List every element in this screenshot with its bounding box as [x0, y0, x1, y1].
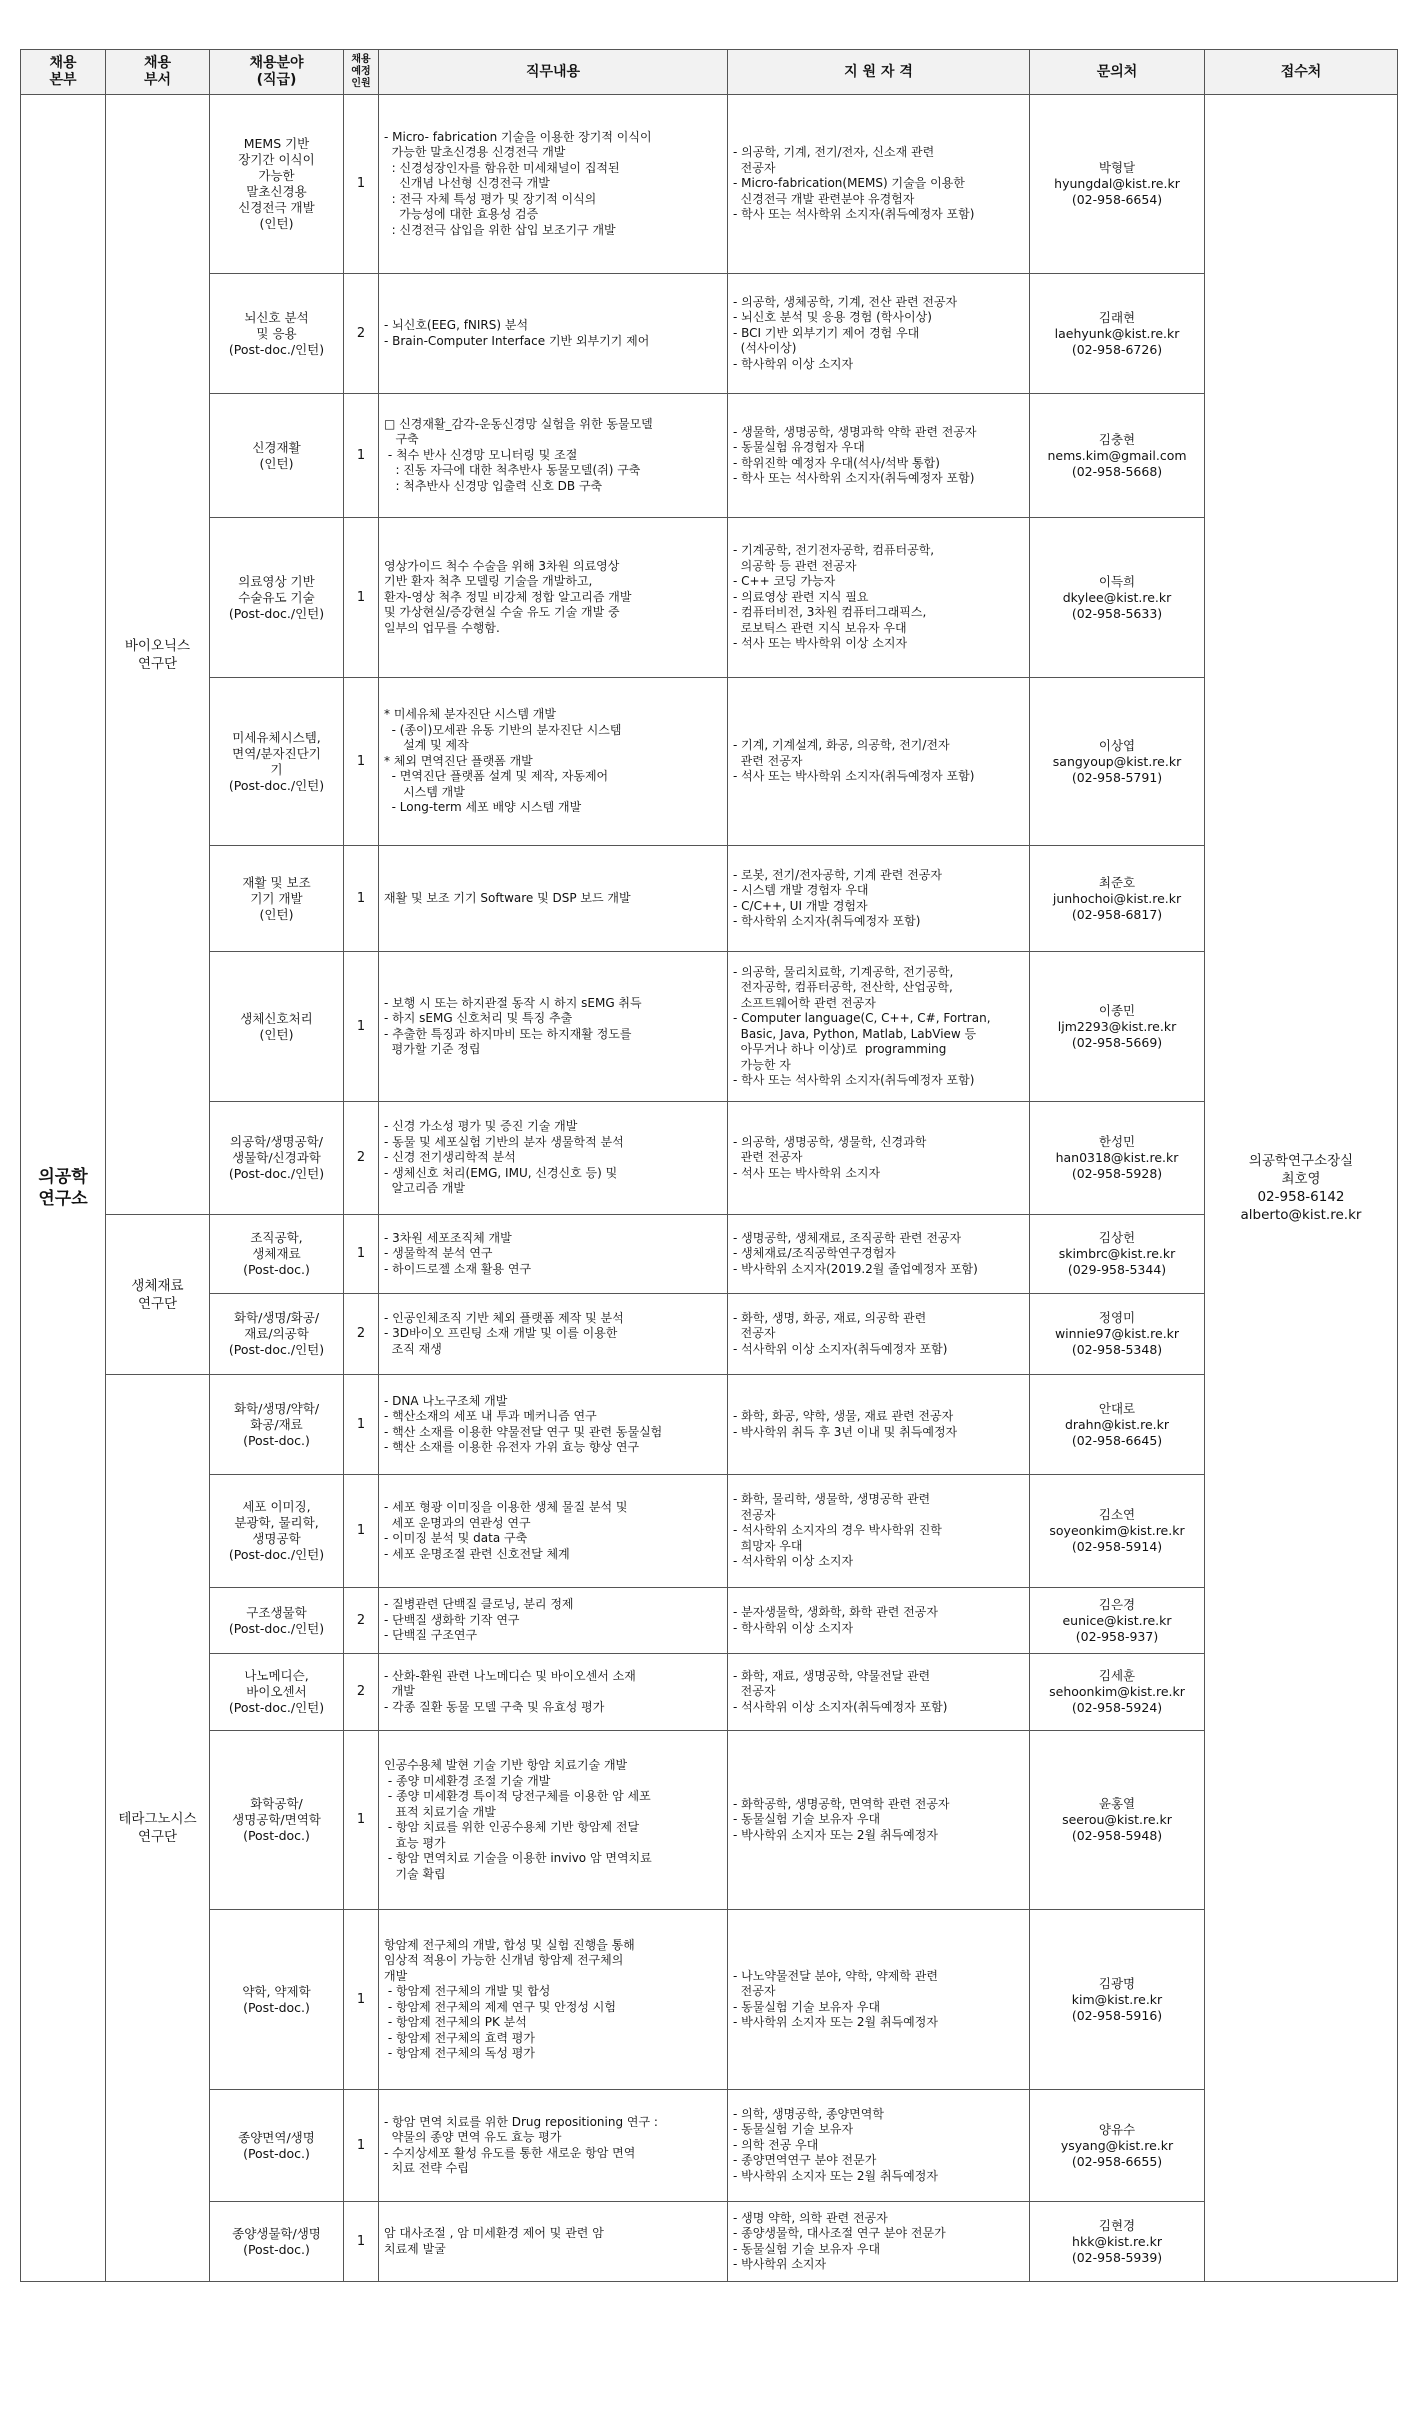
table-row — [21, 518, 1398, 678]
field-cell — [210, 274, 344, 394]
table-row — [21, 394, 1398, 518]
count-cell-text: 2 — [356, 1326, 366, 1341]
count-cell-text: 1 — [356, 589, 366, 605]
table-row — [21, 952, 1398, 1102]
duty-cell-text: - 인공인체조직 기반 체외 플랫폼 제작 및 분석 - 3D바이오 프린팅 소재 개발 및 이를 이용한 조직 재생 — [384, 1310, 624, 1356]
qualification-cell — [728, 1215, 1030, 1294]
qualification-cell-text: - 생명공학, 생체재료, 조직공학 관련 전공자 - 생체재료/조직공학연구경험자 - 박사학위 소지자(2019.2월 졸업예정자 포함) — [733, 1230, 978, 1276]
qualification-cell-text: - 기계공학, 전기전자공학, 컴퓨터공학, 의공학 등 관련 전공자 - C++ 코딩 가능자 - 의료영상 관련 지식 필요 - 컴퓨터비전, 3차원 컴퓨터그래픽스, 로보틱스 관련 지식 보유자 우대 - 석사 또는 박사학위 이상 소지자 — [733, 543, 935, 651]
department-cell — [106, 1215, 210, 1375]
table-row — [21, 2090, 1398, 2202]
contact-cell — [1030, 274, 1205, 394]
field-cell — [210, 678, 344, 846]
duty-cell — [379, 394, 728, 518]
table-row — [21, 678, 1398, 846]
qualification-cell — [728, 1731, 1030, 1910]
count-cell — [344, 518, 379, 678]
contact-cell — [1030, 2202, 1205, 2282]
qualification-cell-text: - 화학공학, 생명공학, 면역학 관련 전공자 - 동물실험 기술 보유자 우대 - 박사학위 소지자 또는 2월 취득예정자 — [733, 1796, 950, 1842]
contact-cell — [1030, 1475, 1205, 1588]
field-cell — [210, 1910, 344, 2090]
count-cell — [344, 1910, 379, 2090]
contact-cell — [1030, 846, 1205, 952]
field-cell-text: 뇌신호 분석 및 응용 (Post-doc./인턴) — [228, 309, 325, 357]
count-cell-text: 2 — [356, 325, 366, 341]
header-receive: 접수처 — [1205, 50, 1398, 95]
duty-cell — [379, 1654, 728, 1731]
duty-cell-text: 인공수용체 발현 기술 기반 항암 치료기술 개발 - 종양 미세환경 조절 기술 개발 - 종양 미세환경 특이적 당전구체를 이용한 암 세포 표적 치료기술 개발 - 항암 치료를 위한 인공수용체 기반 항암제 전달 효능 평가 - 항암 면역치료 기술을 이용한 invivo 암 면역치료 기술 확립 — [384, 1758, 652, 1881]
department-cell — [106, 1375, 210, 2282]
count-cell — [344, 1475, 379, 1588]
contact-cell — [1030, 1731, 1205, 1910]
contact-cell-text: 안대로 drahn@kist.re.kr (02-958-6645) — [1064, 1400, 1170, 1448]
contact-cell — [1030, 1910, 1205, 2090]
header-count: 채용 예정 인원 — [344, 50, 379, 95]
qualification-cell — [728, 95, 1030, 274]
field-cell — [210, 518, 344, 678]
field-cell-text: 구조생물학 (Post-doc./인턴) — [228, 1604, 325, 1636]
table-row — [21, 1294, 1398, 1375]
duty-cell-text: 암 대사조절 , 암 미세환경 제어 및 관련 암 치료제 발굴 — [384, 2226, 604, 2256]
field-cell-text: 종양면역/생명 (Post-doc.) — [238, 2129, 315, 2161]
receiver-cell-text: 의공학연구소장실 최호영 02-958-6142 alberto@kist.re.kr — [1240, 1153, 1362, 1223]
qualification-cell-text: - 의학, 생명공학, 종양면역학 - 동물실험 기술 보유자 - 의학 전공 우대 - 종양면역연구 분야 전문가 - 박사학위 소지자 또는 2월 취득예정자 — [733, 2106, 938, 2183]
qualification-cell — [728, 2090, 1030, 2202]
department-cell-text: 테라그노시스 연구단 — [118, 1811, 197, 1845]
count-cell-text: 1 — [356, 1416, 366, 1432]
table-row — [21, 274, 1398, 394]
field-cell — [210, 1375, 344, 1475]
duty-cell-text: - 신경 가소성 평가 및 증진 기술 개발 - 동물 및 세포실험 기반의 분자 생물학적 분석 - 신경 전기생리학적 분석 - 생체신호 처리(EMG, IMU, 신경신호 등) 및 알고리즘 개발 — [384, 1119, 624, 1196]
qualification-cell-text: - 의공학, 생명공학, 생물학, 신경과학 관련 전공자 - 석사 또는 박사학위 소지자 — [733, 1134, 927, 1180]
header-division: 채용 본부 — [21, 50, 106, 95]
qualification-cell-text: - 의공학, 기계, 전기/전자, 신소재 관련 전공자 - Micro-fabrication(MEMS) 기술을 이용한 신경전극 개발 관련분야 유경험자 - 학사 또는 석사학위 소지자(취득예정자 포함) — [733, 145, 975, 222]
field-cell-text: 재활 및 보조 기기 개발 (인턴) — [242, 874, 311, 922]
qualification-cell-text: - 의공학, 생체공학, 기계, 전산 관련 전공자 - 뇌신호 분석 및 응용 경험 (학사이상) - BCI 기반 외부기기 제어 경험 우대 (석사이상) - 학사학위 이상 소지자 — [733, 294, 958, 371]
table-row — [21, 1654, 1398, 1731]
count-cell — [344, 1215, 379, 1294]
duty-cell-text: - Micro- fabrication 기술을 이용한 장기적 이식이 가능한 말초신경용 신경전극 개발 : 신경성장인자를 함유한 미세채널이 집적된 신개념 나선형 신경전극 개발 : 전극 자체 특성 평가 및 장기적 이식의 가능성에 대한 효용성 검증 : 신경전극 삽입을 위한 삽입 보조기구 개발 — [384, 129, 652, 237]
count-cell-text: 1 — [356, 1246, 366, 1261]
duty-cell — [379, 2202, 728, 2282]
field-cell-text: 종양생물학/생명 (Post-doc.) — [232, 2225, 321, 2257]
table-row — [21, 1102, 1398, 1215]
qualification-cell-text: - 화학, 화공, 약학, 생물, 재료 관련 전공자 - 박사학위 취득 후 3년 이내 및 취득예정자 — [733, 1409, 958, 1439]
contact-cell — [1030, 1588, 1205, 1654]
field-cell-text: 화학/생명/화공/ 재료/의공학 (Post-doc./인턴) — [228, 1310, 325, 1357]
duty-cell-text: - 3차원 세포조직체 개발 - 생물학적 분석 연구 - 하이드로젤 소재 활용 연구 — [384, 1230, 532, 1276]
contact-cell-text: 김세훈 sehoonkim@kist.re.kr (02-958-5924) — [1049, 1668, 1185, 1715]
contact-cell-text: 정영미 winnie97@kist.re.kr (02-958-5348) — [1054, 1310, 1180, 1357]
qualification-cell-text: - 화학, 물리학, 생물학, 생명공학 관련 전공자 - 석사학위 소지자의 경우 박사학위 진학 희망자 우대 - 석사학위 이상 소지자 — [733, 1492, 942, 1569]
qualification-cell — [728, 1102, 1030, 1215]
duty-cell-text: - DNA 나노구조체 개발 - 핵산소재의 세포 내 투과 메커니즘 연구 - 핵산 소재를 이용한 약물전달 연구 및 관련 동물실험 - 핵산 소재를 이용한 유전자 가위 효능 향상 연구 — [384, 1393, 663, 1454]
recruitment-document — [20, 49, 1397, 2282]
table-row — [21, 1375, 1398, 1475]
department-cell-text: 생체재료 연구단 — [131, 1277, 184, 1312]
count-cell — [344, 1294, 379, 1375]
count-cell — [344, 952, 379, 1102]
field-cell — [210, 95, 344, 274]
contact-cell-text: 양유수 ysyang@kist.re.kr (02-958-6655) — [1060, 2121, 1174, 2169]
contact-cell — [1030, 952, 1205, 1102]
field-cell — [210, 1294, 344, 1375]
field-cell-text: 세포 이미징, 분광학, 물리학, 생명공학 (Post-doc./인턴) — [228, 1499, 325, 1562]
qualification-cell-text: - 생물학, 생명공학, 생명과학 약학 관련 전공자 - 동물실험 유경험자 우대 - 학위진학 예정자 우대(석사/석박 통합) - 학사 또는 석사학위 소지자(취득예정자 포함) — [733, 424, 977, 485]
field-cell-text: 약학, 약제학 (Post-doc.) — [242, 1983, 311, 2015]
qualification-cell — [728, 1475, 1030, 1588]
count-cell — [344, 678, 379, 846]
contact-cell — [1030, 1102, 1205, 1215]
contact-cell-text: 이상엽 sangyoup@kist.re.kr (02-958-5791) — [1052, 737, 1182, 785]
duty-cell — [379, 1731, 728, 1910]
contact-cell-text: 김광명 kim@kist.re.kr (02-958-5916) — [1071, 1975, 1163, 2023]
table-row — [21, 846, 1398, 952]
duty-cell — [379, 1910, 728, 2090]
count-cell — [344, 846, 379, 952]
count-cell-text: 1 — [356, 1018, 366, 1034]
header-contact: 문의처 — [1030, 50, 1205, 95]
contact-cell — [1030, 1215, 1205, 1294]
qualification-cell-text: - 의공학, 물리치료학, 기계공학, 전기공학, 전자공학, 컴퓨터공학, 전산학, 산업공학, 소프트웨어학 관련 전공자 - Computer language(C, C++, C#, Fortran, Basic, Java, Python, Matlab, LabView 등 아무거나 하나 이상)로 programming 가능한 자 - 학사 또는 석사학위 소지자(취득예정자 포함) — [733, 964, 991, 1087]
header-duty: 직무내용 — [379, 50, 728, 95]
qualification-cell-text: - 화학, 재료, 생명공학, 약물전달 관련 전공자 - 석사학위 이상 소지자(취득예정자 포함) — [733, 1668, 948, 1714]
duty-cell — [379, 1475, 728, 1588]
field-cell — [210, 1588, 344, 1654]
field-cell — [210, 1731, 344, 1910]
qualification-cell — [728, 678, 1030, 846]
qualification-cell — [728, 518, 1030, 678]
qualification-cell-text: - 생명 약학, 의학 관련 전공자 - 종양생물학, 대사조절 연구 분야 전문가 - 동물실험 기술 보유자 우대 - 박사학위 소지자 — [733, 2210, 946, 2271]
count-cell — [344, 1731, 379, 1910]
header-department: 채용 부서 — [106, 50, 210, 95]
contact-cell — [1030, 1654, 1205, 1731]
contact-cell-text: 김상헌 skimbrc@kist.re.kr (029-958-5344) — [1058, 1230, 1176, 1277]
department-cell — [106, 95, 210, 1215]
qualification-cell — [728, 1294, 1030, 1375]
count-cell — [344, 1654, 379, 1731]
count-cell — [344, 1102, 379, 1215]
duty-cell-text: - 항암 면역 치료를 위한 Drug repositioning 연구 : 약물의 종양 면역 유도 효능 평가 - 수지상세포 활성 유도를 통한 새로운 항암 면역 치료 전략 수립 — [384, 2114, 658, 2175]
field-cell-text: 화학/생명/약학/ 화공/재료 (Post-doc.) — [233, 1400, 320, 1448]
count-cell-text: 1 — [356, 753, 366, 769]
contact-cell-text: 김래현 laehyunk@kist.re.kr (02-958-6726) — [1054, 309, 1180, 357]
count-cell — [344, 2090, 379, 2202]
count-cell-text: 1 — [356, 2137, 366, 2153]
qualification-cell — [728, 1654, 1030, 1731]
field-cell-text: 생체신호처리 (인턴) — [240, 1010, 313, 1042]
duty-cell-text: □ 신경재활_감각-운동신경망 실험을 위한 동물모델 구축 - 척수 반사 신경망 모니터링 및 조절 : 진동 자극에 대한 척추반사 동물모델(쥐) 구축 : 척추반사 신경망 입출력 신호 DB 구축 — [384, 416, 653, 493]
header-qualification: 지 원 자 격 — [728, 50, 1030, 95]
duty-cell-text: 항암제 전구체의 개발, 합성 및 실험 진행을 통해 임상적 적용이 가능한 신개념 항암제 전구체의 개발 - 항암제 전구체의 개발 및 합성 - 항암제 전구체의 제제 연구 및 안정성 시험 - 항암제 전구체의 PK 분석 - 항암제 전구체의 효력 평가 - 항암제 전구체의 독성 평가 — [384, 1937, 635, 2060]
contact-cell-text: 이득희 dkylee@kist.re.kr (02-958-5633) — [1062, 573, 1172, 621]
contact-cell-text: 한성민 han0318@kist.re.kr (02-958-5928) — [1055, 1134, 1179, 1181]
field-cell — [210, 394, 344, 518]
duty-cell — [379, 518, 728, 678]
count-cell-text: 2 — [356, 1612, 366, 1628]
table-row — [21, 1731, 1398, 1910]
table-row — [21, 2202, 1398, 2282]
count-cell-text: 1 — [356, 1523, 366, 1538]
field-cell — [210, 952, 344, 1102]
qualification-cell-text: - 나노약물전달 분야, 약학, 약제학 관련 전공자 - 동물실험 기술 보유자 우대 - 박사학위 소지자 또는 2월 취득예정자 — [733, 1968, 938, 2029]
qualification-cell — [728, 952, 1030, 1102]
duty-cell-text: - 세포 형광 이미징을 이용한 생체 물질 분석 및 세포 운명과의 연관성 연구 - 이미징 분석 및 data 구축 - 세포 운명조절 관련 신호전달 체계 — [384, 1500, 628, 1561]
qualification-cell — [728, 274, 1030, 394]
contact-cell-text: 김현경 hkk@kist.re.kr (02-958-5939) — [1071, 2217, 1163, 2265]
count-cell — [344, 2202, 379, 2282]
field-cell-text: MEMS 기반 장기간 이식이 가능한 말초신경용 신경전극 개발 (인턴) — [238, 136, 315, 231]
contact-cell-text: 박형달 hyungdal@kist.re.kr (02-958-6654) — [1054, 160, 1180, 207]
count-cell-text: 1 — [356, 176, 366, 191]
count-cell — [344, 95, 379, 274]
field-cell — [210, 1475, 344, 1588]
count-cell — [344, 1588, 379, 1654]
count-cell — [344, 1375, 379, 1475]
division-cell — [21, 95, 106, 2282]
field-cell-text: 의공학/생명공학/ 생물학/신경과학 (Post-doc./인턴) — [228, 1134, 325, 1181]
field-cell — [210, 846, 344, 952]
qualification-cell-text: - 기계, 기계설계, 화공, 의공학, 전기/전자 관련 전공자 - 석사 또는 박사학위 소지자(취득예정자 포함) — [733, 738, 975, 784]
table-row — [21, 1588, 1398, 1654]
field-cell-text: 신경재활 (인턴) — [252, 439, 301, 471]
count-cell-text: 1 — [356, 1991, 366, 2007]
qualification-cell-text: - 분자생물학, 생화학, 화학 관련 전공자 - 학사학위 이상 소지자 — [733, 1605, 938, 1635]
field-cell — [210, 1654, 344, 1731]
receiver-cell — [1205, 95, 1398, 2282]
contact-cell — [1030, 2090, 1205, 2202]
contact-cell — [1030, 95, 1205, 274]
count-cell-text: 1 — [356, 1812, 366, 1827]
contact-cell-text: 이종민 ljm2293@kist.re.kr (02-958-5669) — [1057, 1002, 1177, 1050]
qualification-cell — [728, 1375, 1030, 1475]
duty-cell — [379, 678, 728, 846]
count-cell-text: 2 — [356, 1684, 366, 1699]
contact-cell-text: 김소연 soyeonkim@kist.re.kr (02-958-5914) — [1049, 1507, 1185, 1554]
qualification-cell — [728, 1588, 1030, 1654]
count-cell — [344, 394, 379, 518]
count-cell-text: 1 — [356, 447, 366, 463]
recruitment-table — [20, 49, 1398, 2282]
duty-cell-text: - 보행 시 또는 하지관절 동작 시 하지 sEMG 취득 - 하지 sEMG 신호처리 및 특징 추출 - 추출한 특징과 하지마비 또는 하지재활 정도를 평가할 기준 정립 — [384, 995, 642, 1056]
field-cell-text: 조직공학, 생체재료 (Post-doc.) — [243, 1230, 310, 1277]
field-cell-text: 의료영상 기반 수술유도 기술 (Post-doc./인턴) — [228, 573, 325, 621]
contact-cell — [1030, 394, 1205, 518]
count-cell — [344, 274, 379, 394]
field-cell — [210, 1215, 344, 1294]
count-cell-text: 1 — [356, 2233, 366, 2249]
contact-cell-text: 최준호 junhochoi@kist.re.kr (02-958-6817) — [1052, 874, 1182, 922]
duty-cell — [379, 1215, 728, 1294]
duty-cell — [379, 1375, 728, 1475]
duty-cell — [379, 95, 728, 274]
qualification-cell — [728, 2202, 1030, 2282]
count-cell-text: 1 — [356, 890, 366, 906]
duty-cell-text: - 질병관련 단백질 클로닝, 분리 정제 - 단백질 생화학 기작 연구 - 단백질 구조연구 — [384, 1597, 574, 1643]
contact-cell — [1030, 678, 1205, 846]
contact-cell — [1030, 1375, 1205, 1475]
duty-cell-text: - 뇌신호(EEG, fNIRS) 분석 - Brain-Computer Interface 기반 외부기기 제어 — [384, 318, 650, 348]
department-cell-text: 바이오닉스 연구단 — [124, 637, 191, 672]
field-cell-text: 화학공학/ 생명공학/면역학 (Post-doc.) — [232, 1796, 321, 1843]
contact-cell — [1030, 518, 1205, 678]
field-cell-text: 미세유체시스템, 면역/분자진단기 기 (Post-doc./인턴) — [228, 729, 325, 793]
field-cell — [210, 1102, 344, 1215]
duty-cell-text: 재활 및 보조 기기 Software 및 DSP 보드 개발 — [384, 890, 631, 905]
duty-cell-text: 영상가이드 척수 수술을 위해 3차원 의료영상 기반 환자 척추 모델링 기술을 개발하고, 환자-영상 척추 정밀 비강체 정합 알고리즘 개발 및 가상현실/증강현실 수술 유도 기술 개발 중 일부의 업무를 수행함. — [384, 558, 632, 635]
contact-cell-text: 김은경 eunice@kist.re.kr (02-958-937) — [1062, 1596, 1172, 1644]
contact-cell-text: 김충현 nems.kim@gmail.com (02-958-5668) — [1047, 431, 1187, 479]
qualification-cell-text: - 화학, 생명, 화공, 재료, 의공학 관련 전공자 - 석사학위 이상 소지자(취득예정자 포함) — [733, 1310, 948, 1356]
duty-cell-text: * 미세유체 분자진단 시스템 개발 - (종이)모세관 유동 기반의 분자진단 시스템 설계 및 제작 * 체외 면역진단 플랫폼 개발 - 면역진단 플랫폼 설계 및 제작, 자동제어 시스템 개발 - Long-term 세포 배양 시스템 개발 — [384, 707, 622, 815]
table-row — [21, 1475, 1398, 1588]
duty-cell — [379, 2090, 728, 2202]
duty-cell — [379, 1294, 728, 1375]
header-row — [21, 50, 1398, 95]
field-cell — [210, 2202, 344, 2282]
duty-cell-text: - 산화-환원 관련 나노메디슨 및 바이오센서 소재 개발 - 각종 질환 동물 모델 구축 및 유효성 평가 — [384, 1668, 636, 1714]
division-cell-text: 의공학 연구소 — [38, 1167, 88, 1209]
qualification-cell — [728, 1910, 1030, 2090]
qualification-cell — [728, 846, 1030, 952]
contact-cell-text: 윤홍열 seerou@kist.re.kr (02-958-5948) — [1062, 1796, 1172, 1843]
duty-cell — [379, 274, 728, 394]
count-cell-text: 2 — [356, 1150, 366, 1165]
duty-cell — [379, 1102, 728, 1215]
field-cell — [210, 2090, 344, 2202]
table-row — [21, 95, 1398, 274]
qualification-cell-text: - 로봇, 전기/전자공학, 기계 관련 전공자 - 시스템 개발 경험자 우대 - C/C++, UI 개발 경험자 - 학사학위 소지자(취득예정자 포함) — [733, 867, 942, 928]
duty-cell — [379, 952, 728, 1102]
header-field: 채용분야 (직급) — [210, 50, 344, 95]
table-row — [21, 1215, 1398, 1294]
qualification-cell — [728, 394, 1030, 518]
duty-cell — [379, 1588, 728, 1654]
duty-cell — [379, 846, 728, 952]
field-cell-text: 나노메디슨, 바이오센서 (Post-doc./인턴) — [228, 1668, 325, 1715]
contact-cell — [1030, 1294, 1205, 1375]
table-row — [21, 1910, 1398, 2090]
